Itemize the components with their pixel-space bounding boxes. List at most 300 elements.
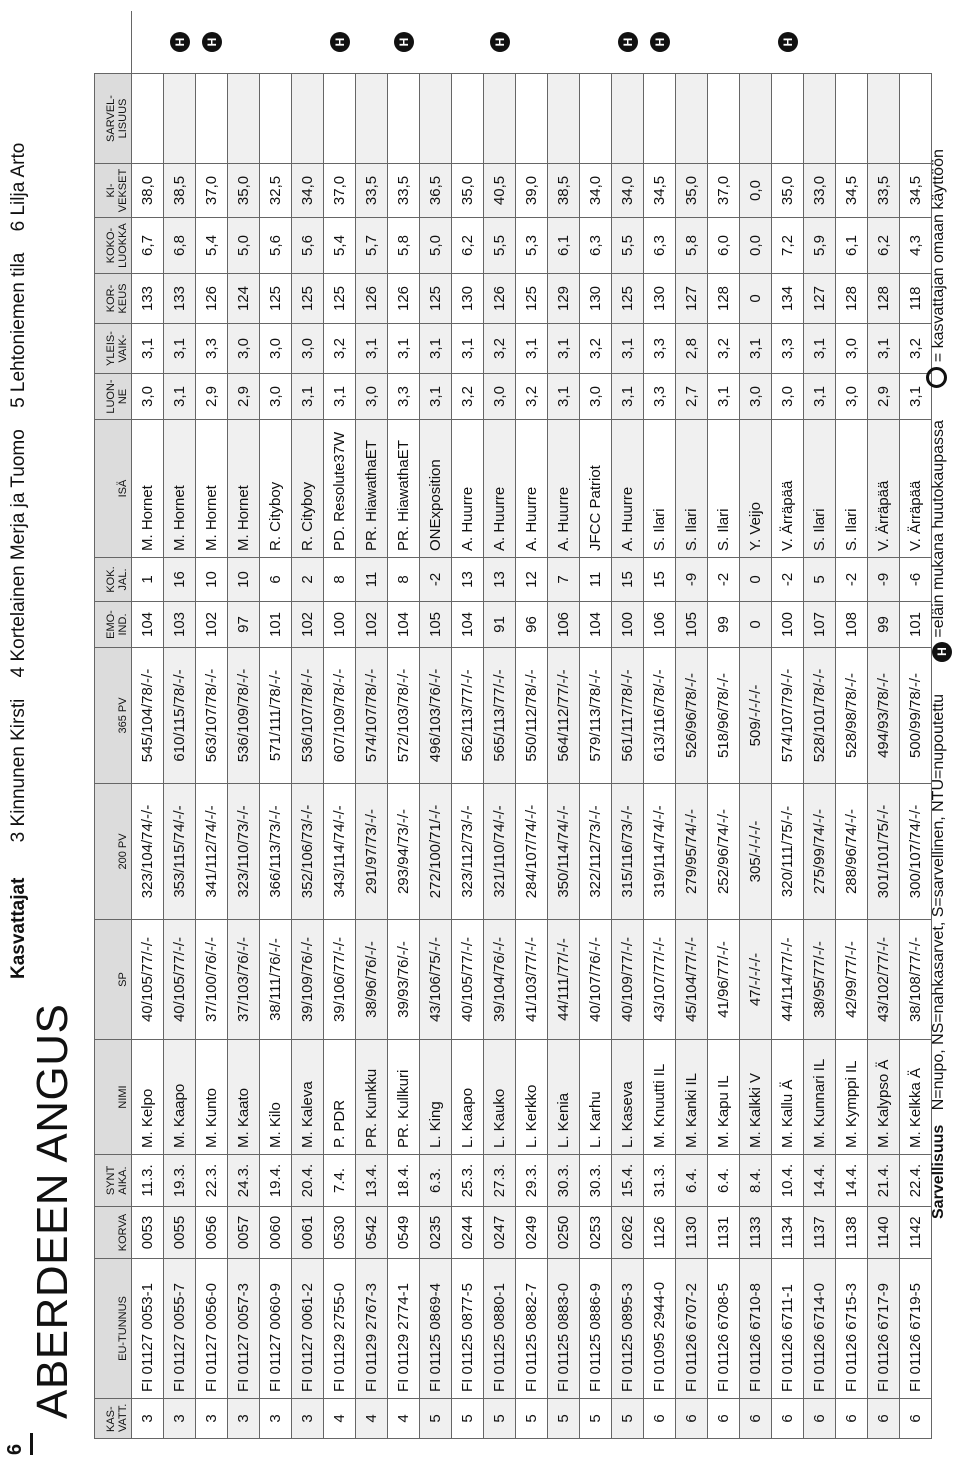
cell-eu: FI 01126 6715-3 xyxy=(836,1259,868,1399)
cell-kok: -6 xyxy=(900,558,932,602)
cell-sp: 37/103/76/-/- xyxy=(228,920,260,1040)
cell-pv200: 323/112/73/-/- xyxy=(452,784,484,920)
auction-badge-cell xyxy=(388,11,420,74)
col-header: SYNT AIKA. xyxy=(95,1155,132,1207)
h-badge-icon: H xyxy=(170,32,190,52)
cell-eu: FI 01125 0883-0 xyxy=(548,1259,580,1399)
cell-pv365: 564/112/77/-/- xyxy=(548,648,580,784)
cell-emo: 104 xyxy=(452,602,484,648)
cell-korkeus: 125 xyxy=(612,274,644,324)
cell-sarvellisuus xyxy=(228,74,260,164)
cell-kasv: 5 xyxy=(484,1399,516,1439)
cell-sp: 39/106/77/-/- xyxy=(324,920,356,1040)
cell-sarvellisuus xyxy=(260,74,292,164)
cell-emo: 97 xyxy=(228,602,260,648)
cell-nimi: M. Kunto xyxy=(196,1040,228,1155)
cell-emo: 107 xyxy=(804,602,836,648)
cell-korva: 1130 xyxy=(676,1207,708,1259)
cell-yleis: 3,1 xyxy=(740,324,772,374)
cell-luonne: 3,1 xyxy=(548,374,580,420)
cell-koko: 5,6 xyxy=(260,218,292,274)
cell-korva: 1133 xyxy=(740,1207,772,1259)
col-header: EMO- IND. xyxy=(95,602,132,648)
cell-pv200: 323/104/74/-/- xyxy=(132,784,164,920)
cell-emo: 99 xyxy=(708,602,740,648)
cell-sarvellisuus xyxy=(420,74,452,164)
cell-sarvellisuus xyxy=(740,74,772,164)
cell-pv200: 291/97/73/-/- xyxy=(356,784,388,920)
cell-korkeus: 127 xyxy=(676,274,708,324)
cell-yleis: 3,3 xyxy=(772,324,804,374)
cell-korva: 0053 xyxy=(132,1207,164,1259)
auction-badge-cell xyxy=(484,11,516,74)
cell-korva: 0060 xyxy=(260,1207,292,1259)
auction-badge-cell xyxy=(772,11,804,74)
cell-pv200: 275/99/74/-/- xyxy=(804,784,836,920)
table-row xyxy=(292,11,324,1439)
cell-sp: 44/114/77/-/- xyxy=(772,920,804,1040)
cell-kok: 10 xyxy=(196,558,228,602)
cell-emo: 104 xyxy=(580,602,612,648)
h-badge-icon: H xyxy=(932,642,952,662)
cell-yleis: 3,0 xyxy=(292,324,324,374)
cell-pv365: 496/103/76/-/- xyxy=(420,648,452,784)
cell-sp: 39/109/76/-/- xyxy=(292,920,324,1040)
cell-emo: 102 xyxy=(292,602,324,648)
cell-sp: 40/105/77/-/- xyxy=(164,920,196,1040)
cell-isa: S. Ilari xyxy=(804,420,836,558)
cell-kasv: 3 xyxy=(132,1399,164,1439)
cell-korva: 1131 xyxy=(708,1207,740,1259)
auction-badge-cell xyxy=(324,11,356,74)
page-number: 6 xyxy=(4,1443,26,1455)
cell-koko: 5,7 xyxy=(356,218,388,274)
cell-yleis: 3,2 xyxy=(900,324,932,374)
col-header: ISÄ xyxy=(95,420,132,558)
table-row xyxy=(772,11,804,1439)
cell-kasv: 5 xyxy=(580,1399,612,1439)
cell-emo: 106 xyxy=(548,602,580,648)
cell-kasv: 6 xyxy=(804,1399,836,1439)
cell-yleis: 3,2 xyxy=(580,324,612,374)
cell-yleis: 3,2 xyxy=(484,324,516,374)
cell-pv200: 322/112/73/-/- xyxy=(580,784,612,920)
auction-badge-cell xyxy=(228,11,260,74)
table-body xyxy=(132,11,932,1439)
cell-sarvellisuus xyxy=(196,74,228,164)
cell-pv365: 574/107/78/-/- xyxy=(356,648,388,784)
table-row xyxy=(324,11,356,1439)
cell-emo: 100 xyxy=(772,602,804,648)
cell-korva: 1140 xyxy=(868,1207,900,1259)
auction-badge-cell xyxy=(740,11,772,74)
cell-pv200: 272/100/71/-/- xyxy=(420,784,452,920)
cell-kivekset: 34,5 xyxy=(644,164,676,218)
cell-sp: 43/102/77/-/- xyxy=(868,920,900,1040)
cell-koko: 6,2 xyxy=(452,218,484,274)
table-row xyxy=(644,11,676,1439)
cell-kivekset: 39,0 xyxy=(516,164,548,218)
cell-kasv: 6 xyxy=(740,1399,772,1439)
cell-pv365: 571/111/78/-/- xyxy=(260,648,292,784)
table-row xyxy=(452,11,484,1439)
cell-kasv: 6 xyxy=(708,1399,740,1439)
cell-isa: PR. HiawathaET xyxy=(356,420,388,558)
cell-emo: 99 xyxy=(868,602,900,648)
cell-korva: 0057 xyxy=(228,1207,260,1259)
cell-emo: 100 xyxy=(612,602,644,648)
cell-korva: 1142 xyxy=(900,1207,932,1259)
cell-kivekset: 34,5 xyxy=(900,164,932,218)
cell-luonne: 3,0 xyxy=(740,374,772,420)
cell-eu: FI 01127 0056-0 xyxy=(196,1259,228,1399)
cell-synt: 20.4. xyxy=(292,1155,324,1207)
cell-yleis: 3,0 xyxy=(836,324,868,374)
col-header: LUON- NE xyxy=(95,374,132,420)
cell-luonne: 2,7 xyxy=(676,374,708,420)
cell-kivekset: 37,0 xyxy=(324,164,356,218)
cell-korkeus: 126 xyxy=(196,274,228,324)
cell-eu: FI 01125 0886-9 xyxy=(580,1259,612,1399)
table-row xyxy=(612,11,644,1439)
breeder-item: 3 Kinnunen Kirsti xyxy=(8,698,29,843)
cell-korva: 0249 xyxy=(516,1207,548,1259)
cell-eu: FI 01125 0880-1 xyxy=(484,1259,516,1399)
cell-luonne: 3,0 xyxy=(356,374,388,420)
table-row xyxy=(228,11,260,1439)
cell-luonne: 3,1 xyxy=(804,374,836,420)
cell-synt: 19.3. xyxy=(164,1155,196,1207)
cell-emo: 101 xyxy=(260,602,292,648)
cell-isa: PD. Resolute37W xyxy=(324,420,356,558)
cell-luonne: 3,2 xyxy=(452,374,484,420)
cell-luonne: 3,0 xyxy=(132,374,164,420)
cell-yleis: 3,1 xyxy=(516,324,548,374)
col-header: 365 PV xyxy=(95,648,132,784)
cell-sp: 43/106/75/-/- xyxy=(420,920,452,1040)
table-row xyxy=(388,11,420,1439)
cell-synt: 10.4. xyxy=(772,1155,804,1207)
cell-sarvellisuus xyxy=(676,74,708,164)
page-title: ABERDEEN ANGUS xyxy=(28,1003,77,1419)
auction-badge-cell xyxy=(452,11,484,74)
breeder-item: 4 Kortelainen Merja ja Tuomo xyxy=(8,429,29,678)
cell-koko: 6,0 xyxy=(708,218,740,274)
cell-pv200: 288/96/74/-/- xyxy=(836,784,868,920)
cell-sarvellisuus xyxy=(484,74,516,164)
cell-nimi: M. Kalkki V xyxy=(740,1040,772,1155)
cell-emo: 104 xyxy=(388,602,420,648)
cell-koko: 5,5 xyxy=(484,218,516,274)
cell-kasv: 3 xyxy=(228,1399,260,1439)
table-row xyxy=(132,11,164,1439)
cell-koko: 5,9 xyxy=(804,218,836,274)
cell-koko: 6,7 xyxy=(132,218,164,274)
legend-label: Sarvellisuus xyxy=(930,1124,947,1219)
cell-luonne: 3,1 xyxy=(292,374,324,420)
cell-kivekset: 33,5 xyxy=(868,164,900,218)
badge-col-header xyxy=(95,11,132,74)
cell-pv200: 341/112/74/-/- xyxy=(196,784,228,920)
cell-koko: 7,2 xyxy=(772,218,804,274)
cell-isa: M. Hornet xyxy=(196,420,228,558)
cell-eu: FI 01126 6714-0 xyxy=(804,1259,836,1399)
cell-eu: FI 01127 0060-9 xyxy=(260,1259,292,1399)
cell-kivekset: 36,5 xyxy=(420,164,452,218)
cell-sarvellisuus xyxy=(868,74,900,164)
cell-synt: 21.4. xyxy=(868,1155,900,1207)
cell-koko: 5,5 xyxy=(612,218,644,274)
cell-sarvellisuus xyxy=(548,74,580,164)
cell-nimi: PR. Kunkku xyxy=(356,1040,388,1155)
cell-korva: 0247 xyxy=(484,1207,516,1259)
auction-badge-cell xyxy=(420,11,452,74)
cell-isa: R. Cityboy xyxy=(292,420,324,558)
cell-kasv: 3 xyxy=(196,1399,228,1439)
cell-kok: 11 xyxy=(356,558,388,602)
cell-luonne: 3,0 xyxy=(836,374,868,420)
h-badge-icon: H xyxy=(650,32,670,52)
cell-nimi: L. Kaseva xyxy=(612,1040,644,1155)
cell-kasv: 6 xyxy=(772,1399,804,1439)
cell-korkeus: 125 xyxy=(292,274,324,324)
cell-yleis: 3,1 xyxy=(164,324,196,374)
cell-sarvellisuus xyxy=(388,74,420,164)
cell-nimi: M. Kunnari IL xyxy=(804,1040,836,1155)
cell-synt: 14.4. xyxy=(804,1155,836,1207)
cell-kok: 10 xyxy=(228,558,260,602)
cell-sarvellisuus xyxy=(292,74,324,164)
legend-o-text: = kasvattajan omaan käyttöön xyxy=(930,149,947,363)
cell-koko: 5,8 xyxy=(388,218,420,274)
cell-eu: FI 01127 0055-7 xyxy=(164,1259,196,1399)
cell-kok: 5 xyxy=(804,558,836,602)
cell-luonne: 3,0 xyxy=(484,374,516,420)
table-row xyxy=(804,11,836,1439)
cell-kok: 12 xyxy=(516,558,548,602)
cell-pv200: 279/95/74/-/- xyxy=(676,784,708,920)
cell-koko: 6,3 xyxy=(580,218,612,274)
cell-sp: 38/111/76/-/- xyxy=(260,920,292,1040)
cell-pv365: 607/109/78/-/- xyxy=(324,648,356,784)
cell-sarvellisuus xyxy=(772,74,804,164)
cell-synt: 22.3. xyxy=(196,1155,228,1207)
cell-sp: 38/96/76/-/- xyxy=(356,920,388,1040)
cell-kok: 1 xyxy=(132,558,164,602)
cell-nimi: M. Kelpo xyxy=(132,1040,164,1155)
cell-synt: 18.4. xyxy=(388,1155,420,1207)
cell-korkeus: 128 xyxy=(868,274,900,324)
auction-badge-cell xyxy=(260,11,292,74)
cell-yleis: 3,0 xyxy=(260,324,292,374)
cell-koko: 6,2 xyxy=(868,218,900,274)
col-header: KORVA xyxy=(95,1207,132,1259)
cell-kasv: 6 xyxy=(676,1399,708,1439)
cell-kasv: 6 xyxy=(644,1399,676,1439)
cell-luonne: 3,2 xyxy=(516,374,548,420)
cell-isa: Y. Veijo xyxy=(740,420,772,558)
cell-kivekset: 34,0 xyxy=(612,164,644,218)
cell-pv365: 526/96/78/-/- xyxy=(676,648,708,784)
cell-isa: S. Ilari xyxy=(644,420,676,558)
cell-korkeus: 126 xyxy=(388,274,420,324)
cell-isa: M. Hornet xyxy=(132,420,164,558)
cell-luonne: 3,3 xyxy=(388,374,420,420)
cell-kivekset: 38,5 xyxy=(548,164,580,218)
cell-luonne: 3,0 xyxy=(580,374,612,420)
cell-pv365: 494/93/78/-/- xyxy=(868,648,900,784)
col-header: 200 PV xyxy=(95,784,132,920)
auction-badge-cell xyxy=(164,11,196,74)
cell-isa: V. Ärräpää xyxy=(772,420,804,558)
cell-kivekset: 0,0 xyxy=(740,164,772,218)
cell-kok: 7 xyxy=(548,558,580,602)
cell-synt: 19.4. xyxy=(260,1155,292,1207)
legend-h-text: =eläin mukana huutokaupassa xyxy=(930,420,947,638)
cell-kivekset: 35,0 xyxy=(772,164,804,218)
col-header: NIMI xyxy=(95,1040,132,1155)
cell-eu: FI 01095 2944-0 xyxy=(644,1259,676,1399)
cell-isa: A. Huurre xyxy=(516,420,548,558)
cell-korkeus: 125 xyxy=(324,274,356,324)
table-row xyxy=(836,11,868,1439)
cell-kasv: 6 xyxy=(868,1399,900,1439)
cell-nimi: L. Kauko xyxy=(484,1040,516,1155)
cell-isa: A. Huurre xyxy=(452,420,484,558)
col-header: KAS- VATT. xyxy=(95,1399,132,1439)
auction-badge-cell xyxy=(516,11,548,74)
auction-badge-cell xyxy=(836,11,868,74)
cell-kok: -2 xyxy=(836,558,868,602)
cell-nimi: M. Kilo xyxy=(260,1040,292,1155)
cell-koko: 4,3 xyxy=(900,218,932,274)
cell-kok: 15 xyxy=(612,558,644,602)
cell-yleis: 3,1 xyxy=(388,324,420,374)
cell-koko: 5,6 xyxy=(292,218,324,274)
cell-luonne: 3,1 xyxy=(324,374,356,420)
cell-luonne: 3,1 xyxy=(420,374,452,420)
cell-synt: 31.3. xyxy=(644,1155,676,1207)
cell-kok: 13 xyxy=(452,558,484,602)
cell-sarvellisuus xyxy=(804,74,836,164)
cell-kivekset: 37,0 xyxy=(196,164,228,218)
cell-synt: 22.4. xyxy=(900,1155,932,1207)
cell-luonne: 3,0 xyxy=(260,374,292,420)
cell-emo: 101 xyxy=(900,602,932,648)
cell-sp: 40/105/77/-/- xyxy=(132,920,164,1040)
cell-yleis: 3,2 xyxy=(708,324,740,374)
cell-kivekset: 35,0 xyxy=(452,164,484,218)
cell-pv200: 353/115/74/-/- xyxy=(164,784,196,920)
cell-pv365: 528/101/78/-/- xyxy=(804,648,836,784)
cell-nimi: M. Kalypso Ä xyxy=(868,1040,900,1155)
cell-sp: 40/109/77/-/- xyxy=(612,920,644,1040)
cell-nimi: M. Kaleva xyxy=(292,1040,324,1155)
cell-korva: 1126 xyxy=(644,1207,676,1259)
cell-pv200: 319/114/74/-/- xyxy=(644,784,676,920)
cell-sp: 41/103/77/-/- xyxy=(516,920,548,1040)
cell-emo: 102 xyxy=(196,602,228,648)
cell-kivekset: 33,0 xyxy=(804,164,836,218)
cell-eu: FI 01126 6719-5 xyxy=(900,1259,932,1399)
cell-kok: -2 xyxy=(420,558,452,602)
cell-korva: 1134 xyxy=(772,1207,804,1259)
cell-pv365: 613/116/78/-/- xyxy=(644,648,676,784)
cell-sarvellisuus xyxy=(132,74,164,164)
cell-isa: A. Huurre xyxy=(484,420,516,558)
cell-isa: A. Huurre xyxy=(548,420,580,558)
cell-synt: 6.4. xyxy=(676,1155,708,1207)
table-header xyxy=(95,11,132,1439)
cell-nimi: L. King xyxy=(420,1040,452,1155)
cell-eu: FI 01125 0895-3 xyxy=(612,1259,644,1399)
cell-korkeus: 128 xyxy=(708,274,740,324)
cell-synt: 29.3. xyxy=(516,1155,548,1207)
cell-korkeus: 124 xyxy=(228,274,260,324)
cell-nimi: PR. Kullkuri xyxy=(388,1040,420,1155)
cell-koko: 5,4 xyxy=(324,218,356,274)
cell-emo: 105 xyxy=(676,602,708,648)
cell-kasv: 5 xyxy=(548,1399,580,1439)
cell-emo: 100 xyxy=(324,602,356,648)
cell-nimi: M. Kymppi IL xyxy=(836,1040,868,1155)
cell-sarvellisuus xyxy=(580,74,612,164)
cell-yleis: 3,3 xyxy=(196,324,228,374)
cell-korkeus: 118 xyxy=(900,274,932,324)
cell-sarvellisuus xyxy=(644,74,676,164)
cell-sp: 39/104/76/-/- xyxy=(484,920,516,1040)
cell-kivekset: 32,5 xyxy=(260,164,292,218)
cell-pv365: 509/-/-/-/- xyxy=(740,648,772,784)
cell-sp: 38/108/77/-/- xyxy=(900,920,932,1040)
cell-isa: JFCC Patriot xyxy=(580,420,612,558)
breeder-item: 6 Lilja Arto xyxy=(8,142,29,232)
auction-badge-cell xyxy=(580,11,612,74)
cell-yleis: 3,2 xyxy=(324,324,356,374)
auction-badge-cell xyxy=(676,11,708,74)
cell-yleis: 3,3 xyxy=(644,324,676,374)
col-header: KOK. JAL. xyxy=(95,558,132,602)
cell-isa: ONExposition xyxy=(420,420,452,558)
cell-synt: 15.4. xyxy=(612,1155,644,1207)
cell-eu: FI 01125 0869-4 xyxy=(420,1259,452,1399)
cell-korkeus: 125 xyxy=(516,274,548,324)
legend-h-item xyxy=(930,416,947,662)
cell-sp: 47/-/-/-/- xyxy=(740,920,772,1040)
cell-kok: 11 xyxy=(580,558,612,602)
cell-koko: 0,0 xyxy=(740,218,772,274)
bull-table xyxy=(94,10,932,1439)
cell-synt: 27.3. xyxy=(484,1155,516,1207)
cell-kivekset: 37,0 xyxy=(708,164,740,218)
legend-o-item xyxy=(930,149,947,387)
cell-yleis: 3,1 xyxy=(868,324,900,374)
cell-sp: 44/111/77/-/- xyxy=(548,920,580,1040)
cell-korkeus: 134 xyxy=(772,274,804,324)
auction-badge-cell xyxy=(356,11,388,74)
col-header: SARVEL- LISUUS xyxy=(95,74,132,164)
cell-pv365: 500/99/78/-/- xyxy=(900,648,932,784)
legend-text: N=nupo, NS=nahkasarvet, S=sarvellinen, NTU=nupoutettu xyxy=(930,694,947,1111)
h-badge-icon: H xyxy=(394,32,414,52)
breeder-item: 5 Lehtoniemen tila xyxy=(8,252,29,408)
cell-isa: S. Ilari xyxy=(676,420,708,558)
cell-kivekset: 38,0 xyxy=(132,164,164,218)
auction-badge-cell xyxy=(292,11,324,74)
cell-kasv: 4 xyxy=(388,1399,420,1439)
cell-kok: 6 xyxy=(260,558,292,602)
cell-sp: 40/105/77/-/- xyxy=(452,920,484,1040)
